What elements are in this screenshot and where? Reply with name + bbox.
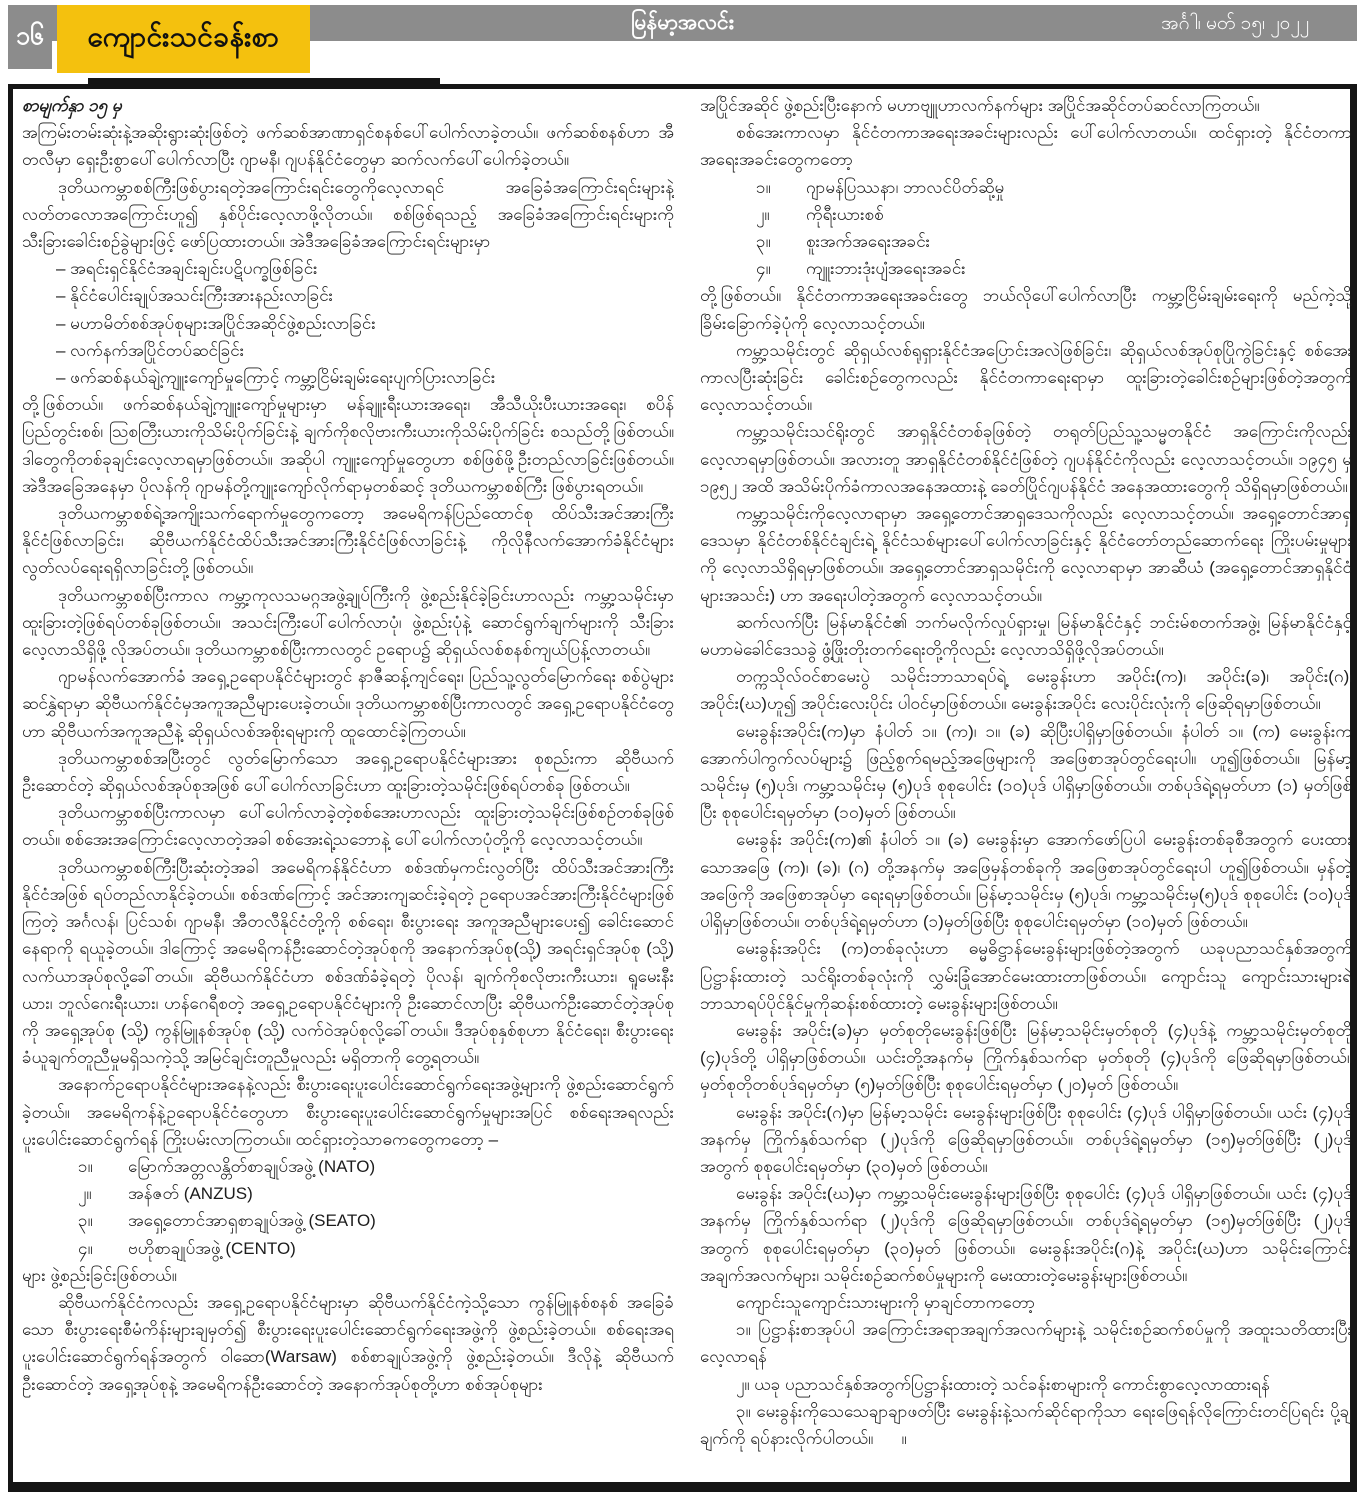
paragraph: မေးခွန်း အပိုင်း(ဂ)မှာ မြန်မာ့သမိုင်း မေးခွန်းများဖြစ်ပြီး စုစုပေါင်း (၄)ပုဒ် ပါရှိမှာဖြစ်တယ်။ ယင်း (၄)ပုဒ်အနက်မှ ကြိုက်နှစ်သက်ရာ (၂)ပုဒ်ကို ဖြေဆိုရမှာဖြစ်တယ်။ တစ်ပုဒ်ရဲ့ရမှတ်မှာ (၁၅)မှတ်ဖြစ်ပြီး (၂)ပုဒ်အတွက် စုစုပေါင်းရမှတ်မှာ (၃၀)မှတ် ဖြစ်တယ်။	[700, 1102, 1352, 1176]
numbered-list-item	[700, 228, 1352, 255]
numbered-list-item	[22, 1207, 674, 1234]
paragraph: ဆိုဗီယက်နိုင်ငံကလည်း အရှေ့ဥရောပနိုင်ငံများမှာ ဆိုဗီယက်နိုင်ငံကဲ့သို့သော ကွန်မြူနစ်စနစ် အခြေခံသော စီးပွားရေးစီမံကိန်းများချမှတ်၍ စီးပွားရေးပူးပေါင်းဆောင်ရွက်ရေးအဖွဲ့ကို ဖွဲ့စည်းခဲ့တယ်။ စစ်ရေးအရ ပူးပေါင်းဆောင်ရွက်ရန်အတွက် ဝါဆော(Warsaw) စစ်စာချုပ်အဖွဲ့ကို ဖွဲ့စည်းခဲ့တယ်။ ဒီလိုနဲ့ ဆိုဗီယက်ဦးဆောင်တဲ့ အရှေ့အုပ်စုနဲ့ အမေရိကန်ဦးဆောင်တဲ့ အနောက်အုပ်စုတို့ဟာ စစ်အုပ်စုများ	[22, 1292, 674, 1394]
paragraph: တို့ဖြစ်တယ်။ ဖက်ဆစ်နယ်ချဲ့ကျူးကျော်မှုများမှာ မန်ချူးရီးယားအရေး၊ အီသီယိုးပီးယားအရေး၊ စပိန်ပြည်တွင်းစစ်၊ ဩစတြီးယားကိုသိမ်းပိုက်ခြင်းနဲ့ ချက်ကိုစလိုဗားကီးယားကိုသိမ်းပိုက်ခြင်း စသည်တို့ဖြစ်တယ်။ ဒါတွေကိုတစ်ခုချင်းလေ့လာရမှာဖြစ်တယ်။ အဆိုပါ ကျူးကျော်မှုတွေဟာ စစ်ဖြစ်ဖို့ဦးတည်လာခြင်းဖြစ်တယ်။ အဲဒီအခြေအနေမှာ ပိုလန်ကို ဂျာမန်တို့ကျူးကျော်လိုက်ရာမှတစ်ဆင့် ဒုတိယကမ္ဘာစစ်ကြီး ဖြစ်ပွားရတယ်။	[22, 395, 674, 496]
paragraph: ၁။ ပြဋ္ဌာန်းစာအုပ်ပါ အကြောင်းအရာအချက်အလက်များနဲ့ သမိုင်းစဉ်ဆက်စပ်မှုကို အထူးသတိထားပြီးလေ့လာရန်	[700, 1320, 1352, 1367]
numbered-list-item	[22, 1153, 674, 1180]
right-column	[700, 92, 1352, 1484]
paragraph: ဒုတိယကမ္ဘာစစ်ပြီးကာလ ကမ္ဘာ့ကုလသမဂ္ဂအဖွဲ့ချုပ်ကြီးကို ဖွဲ့စည်းနိုင်ခဲ့ခြင်းဟာလည်း ကမ္ဘာ့သမိုင်းမှာ ထူးခြားတဲ့ဖြစ်ရပ်တစ်ခုဖြစ်တယ်။ အသင်းကြီးပေါ်ပေါက်လာပုံ၊ ဖွဲ့စည်းပုံနဲ့ ဆောင်ရွက်ချက်များကို သီးခြားလေ့လာသိရှိဖို့ လိုအပ်တယ်။ ဒုတိယကမ္ဘာစစ်ပြီးကာလတွင် ဥရောပ၌ ဆိုရှယ်လစ်စနစ်ကျယ်ပြန့်လာတယ်။	[22, 585, 674, 660]
dash-list-item: – လက်နက်အပြိုင်တပ်ဆင်ခြင်း	[56, 340, 245, 360]
numbered-list-item	[700, 201, 1352, 228]
numbered-list-item	[22, 1235, 674, 1262]
paragraph: မေးခွန်းအပိုင်း(က)မှာ နံပါတ် ၁။ (က)၊ ၁။ (ခ) ဆိုပြီးပါရှိမှာဖြစ်တယ်။ နံပါတ် ၁။ (က) မေးခွန်းက အောက်ပါကွက်လပ်များ၌ ဖြည့်စွက်ရမည့်အဖြေများကို အဖြေစာအုပ်တွင်ရေးပါ။ ဟူ၍ဖြစ်တယ်။ မြန်မာ့သမိုင်းမှ (၅)ပုဒ်၊ ကမ္ဘာ့သမိုင်းမှ (၅)ပုဒ် စုစုပေါင်း (၁၀)ပုဒ် ပါရှိမှာဖြစ်တယ်။ တစ်ပုဒ်ရဲ့ရမှတ်ဟာ (၁) မှတ်ဖြစ်ပြီး စုစုပေါင်းရမှတ်မှာ (၁၀)မှတ် ဖြစ်တယ်။	[700, 721, 1352, 823]
list-item-text: အရှေ့တောင်အာရှစာချုပ်အဖွဲ့ (SEATO)	[128, 1211, 376, 1231]
paragraph: ၂။ ယခု ပညာသင်နှစ်အတွက်ပြဋ္ဌာန်းထားတဲ့ သင်ခန်းစာများကို ကောင်းစွာလေ့လာထားရန်	[736, 1374, 1270, 1394]
numbered-list-item	[22, 1180, 674, 1207]
paragraph: မေးခွန်း အပိုင်း(ဃ)မှာ ကမ္ဘာ့သမိုင်းမေးခွန်းများဖြစ်ပြီး စုစုပေါင်း (၄)ပုဒ် ပါရှိမှာဖြစ်တယ်။ ယင်း (၄)ပုဒ်အနက်မှ ကြိုက်နှစ်သက်ရာ (၂)ပုဒ်ကို ဖြေဆိုရမှာဖြစ်တယ်။ တစ်ပုဒ်ရဲ့ရမှတ်မှာ (၁၅)မှတ်ဖြစ်ပြီး (၂)ပုဒ်အတွက် စုစုပေါင်းရမှတ်မှာ (၃၀)မှတ် ဖြစ်တယ်။ မေးခွန်းအပိုင်း(ဂ)နဲ့ အပိုင်း(ဃ)ဟာ သမိုင်းကြောင်းအချက်အလက်များ၊ သမိုင်းစဉ်ဆက်စပ်မှုများကို မေးထားတဲ့မေးခွန်းများဖြစ်တယ်။	[700, 1184, 1352, 1285]
list-item-number: ၁။	[756, 177, 771, 197]
paragraph: ကမ္ဘာ့သမိုင်းတွင် ဆိုရှယ်လစ်ရုရှားနိုင်ငံအပြောင်းအလဲဖြစ်ခြင်း၊ ဆိုရှယ်လစ်အုပ်စုပြိုကွဲခြင်းနှင့် စစ်အေးကာလပြီးဆုံးခြင်း ခေါင်းစဉ်တွေကလည်း နိုင်ငံတကာရေးရာမှာ ထူးခြားတဲ့ခေါင်းစဉ်များဖြစ်တဲ့အတွက် လေ့လာသင့်တယ်။	[700, 340, 1352, 415]
page-number-badge: ၁၆	[8, 7, 52, 69]
dash-list-item: – ဖက်ဆစ်နယ်ချဲ့ကျူးကျော်မှုကြောင့် ကမ္ဘာ့ငြိမ်းချမ်းရေးပျက်ပြားလာခြင်း	[56, 368, 496, 388]
paragraph: အပြိုင်အဆိုင် ဖွဲ့စည်းပြီးနောက် မဟာဗျူဟာလက်နက်များ အပြိုင်အဆိုင်တပ်ဆင်လာကြတယ်။	[700, 96, 1260, 115]
paragraph: မေးခွန်း အပိုင်း(က)၏ နံပါတ် ၁။ (ခ) မေးခွန်းမှာ အောက်ဖော်ပြပါ မေးခွန်းတစ်ခုစီအတွက် ပေးထားသောအဖြေ (က)၊ (ခ)၊ (ဂ) တို့အနက်မှ အဖြေမှန်တစ်ခုကို အဖြေစာအုပ်တွင်ရေးပါ ဟူ၍ဖြစ်တယ်။ မှန်တဲ့အဖြေကို အဖြေစာအုပ်မှာ ရေးရမှာဖြစ်တယ်။ မြန်မာ့သမိုင်းမှ (၅)ပုဒ်၊ ကမ္ဘာ့သမိုင်းမှ(၅)ပုဒ် စုစုပေါင်း (၁၀)ပုဒ် ပါရှိမှာဖြစ်တယ်။ တစ်ပုဒ်ရဲ့ရမှတ်ဟာ (၁)မှတ်ဖြစ်ပြီး စုစုပေါင်းရမှတ်မှာ (၁၀)မှတ် ဖြစ်တယ်။	[700, 830, 1352, 932]
paragraph: ဒုတိယကမ္ဘာစစ်ပြီးကာလမှာ ပေါ်ပေါက်လာခဲ့တဲ့စစ်အေးဟာလည်း ထူးခြားတဲ့သမိုင်းဖြစ်စဉ်တစ်ခုဖြစ်တယ်။ စစ်အေးအကြောင်းလေ့လာတဲ့အခါ စစ်အေးရဲ့သဘောနဲ့ ပေါ်ပေါက်လာပုံတို့ကို လေ့လာသင့်တယ်။	[22, 803, 674, 850]
paragraph: ကျောင်းသူကျောင်းသားများကို မှာချင်တာကတော့	[736, 1292, 1036, 1312]
paragraph: ကမ္ဘာ့သမိုင်းသင်ရိုးတွင် အာရှနိုင်ငံတစ်ခုဖြစ်တဲ့ တရုတ်ပြည်သူ့သမ္မတနိုင်ငံ အကြောင်းကိုလည်း လေ့လာရမှာဖြစ်တယ်။ အလားတူ အာရှနိုင်ငံတစ်နိုင်ငံဖြစ်တဲ့ ဂျပန်နိုင်ငံကိုလည်း လေ့လာသင့်တယ်။ ၁၉၄၅ မှ ၁၉၅၂ အထိ အသိမ်းပိုက်ခံကာလအနေအထားနဲ့ ခေတ်ပြိုင်ဂျပန်နိုင်ငံ အနေအထားတွေကို သိရှိရမှာဖြစ်တယ်။	[700, 422, 1352, 496]
paragraph: ကမ္ဘာ့သမိုင်းကိုလေ့လာရာမှာ အရှေ့တောင်အာရှဒေသကိုလည်း လေ့လာသင့်တယ်။ အရှေ့တောင်အာရှဒေသမှာ နိုင်ငံတစ်နိုင်ငံချင်းရဲ့ နိုင်ငံသစ်များပေါ်ပေါက်လာခြင်းနှင့် နိုင်ငံတော်တည်ဆောက်ရေး ကြိုးပမ်းမှုများကို လေ့လာသိရှိရမှာဖြစ်တယ်။ အရှေ့တောင်အာရှသမိုင်းကို လေ့လာရာမှာ အာဆီယံ (အရှေ့တောင်အာရှနိုင်ငံများအသင်း) ဟာ အရေးပါတဲ့အတွက် လေ့လာသင့်တယ်။	[700, 504, 1352, 605]
frame-top-accent-rule	[88, 78, 440, 89]
paragraph: ဒုတိယကမ္ဘာစစ်အပြီးတွင် လွတ်မြောက်သော အရှေ့ဥရောပနိုင်ငံများအား စုစည်းကာ ဆိုဗီယက်ဦးဆောင်တဲ့ ဆိုရှယ်လစ်အုပ်စုအဖြစ် ပေါ်ပေါက်လာခြင်းဟာ ထူးခြားတဲ့သမိုင်းဖြစ်ရပ်တစ်ခု ဖြစ်တယ်။	[22, 748, 674, 796]
numbered-list-item	[700, 255, 1352, 282]
paragraph: ဒုတိယကမ္ဘာစစ်ရဲ့အကျိုးသက်ရောက်မှုတွေကတော့ အမေရိကန်ပြည်ထောင်စု ထိပ်သီးအင်အားကြီးနိုင်ငံဖြစ်လာခြင်း၊ ဆိုဗီယက်နိုင်ငံထိပ်သီးအင်အားကြီးနိုင်ငံဖြစ်လာခြင်းနဲ့ ကိုလိုနီလက်အောက်ခံနိုင်ငံများ လွတ်လပ်ရေးရရှိလာခြင်းတို့ဖြစ်တယ်။	[22, 504, 674, 578]
list-item-number: ၂။	[78, 1184, 92, 1204]
list-item-number: ၃။	[756, 232, 771, 252]
paragraph: ဆက်လက်ပြီး မြန်မာနိုင်ငံ၏ ဘက်မလိုက်လှုပ်ရှားမှု၊ မြန်မာနိုင်ငံနှင့် ဘင်းမ်စတက်အဖွဲ့၊ မြန်မာနိုင်ငံနှင့် မဟာမဲခေါင်ဒေသခွဲ ဖွံ့ဖြိုးတိုးတက်ရေးတို့ကိုလည်း လေ့လာသိရှိဖို့လိုအပ်တယ်။	[700, 612, 1352, 660]
list-item-text: ဗဟိုစာချုပ်အဖွဲ့ (CENTO)	[128, 1238, 296, 1258]
list-item-text: ကျူးဘားဒုံးပျံအရေးအခင်း	[806, 259, 966, 279]
paragraph: အကြမ်းတမ်းဆုံးနဲ့အဆိုးရွားဆုံးဖြစ်တဲ့ ဖက်ဆစ်အာဏာရှင်စနစ်ပေါ်ပေါက်လာခဲ့တယ်။ ဖက်ဆစ်စနစ်ဟာ အီတလီမှာ ရှေးဦးစွာပေါ်ပေါက်လာပြီး ဂျာမနီ၊ ဂျပန်နိုင်ငံတွေမှာ ဆက်လက်ပေါ်ပေါက်ခဲ့တယ်။	[22, 123, 674, 170]
paragraph: မေးခွန်း အပိုင်း(ခ)မှာ မှတ်စုတိုမေးခွန်းဖြစ်ပြီး မြန်မာ့သမိုင်းမှတ်စုတို (၄)ပုဒ်နဲ့ ကမ္ဘာ့သမိုင်းမှတ်စုတို (၄)ပုဒ်တို့ ပါရှိမှာဖြစ်တယ်။ ယင်းတို့အနက်မှ ကြိုက်နှစ်သက်ရာ မှတ်စုတို (၄)ပုဒ်ကို ဖြေဆိုရမှာဖြစ်တယ်။ မှတ်စုတိုတစ်ပုဒ်ရမှတ်မှာ (၅)မှတ်ဖြစ်ပြီး စုစုပေါင်းရမှတ်မှာ (၂၀)မှတ် ဖြစ်တယ်။	[700, 1020, 1352, 1095]
list-item-number: ၁။	[78, 1156, 93, 1176]
list-item-text: ကိုရီးယားစစ်	[806, 204, 884, 224]
paragraph: တို့ဖြစ်တယ်။ နိုင်ငံတကာအရေးအခင်းတွေ ဘယ်လိုပေါ်ပေါက်လာပြီး ကမ္ဘာ့ငြိမ်းချမ်းရေးကို မည်ကဲ့သို့ ခြိမ်းခြောက်ခဲ့ပုံကို လေ့လာသင့်တယ်။	[700, 286, 1352, 333]
left-column	[22, 92, 674, 1484]
list-item-text: စူးအက်အရေးအခင်း	[806, 232, 930, 252]
paragraph: ၃။ မေးခွန်းကိုသေသေချာချာဖတ်ပြီး မေးခွန်းနဲ့သက်ဆိုင်ရာကိုသာ ရေးဖြေရန်လိုကြောင်းတင်ပြရင်း ပို့ချချက်ကို ရပ်နားလိုက်ပါတယ်။ ။	[700, 1401, 1352, 1448]
list-item-number: ၃။	[78, 1211, 93, 1231]
dash-list-item: – မဟာမိတ်စစ်အုပ်စုများအပြိုင်အဆိုင်ဖွဲ့စည်းလာခြင်း	[56, 313, 376, 333]
list-item-number: ၄။	[756, 259, 771, 279]
list-item-text: ဂျာမန်ပြဿနာ၊ ဘာလင်ပိတ်ဆို့မှု	[806, 177, 1005, 197]
masthead-title: မြန်မာ့အလင်း	[631, 11, 734, 34]
paragraph: ဂျာမန်လက်အောက်ခံ အရှေ့ဥရောပနိုင်ငံများတွင် နာဇီဆန့်ကျင်ရေး၊ ပြည်သူ့လွတ်မြောက်ရေး စစ်ပွဲများဆင်နွှဲရာမှာ ဆိုဗီယက်နိုင်ငံမှအကူအညီများပေးခဲ့တယ်။ ဒုတိယကမ္ဘာစစ်ပြီးကာလတွင် အရှေ့ဥရောပနိုင်ငံတွေဟာ ဆိုဗီယက်အကူအညီနဲ့ ဆိုရှယ်လစ်အစိုးရများကို ထူထောင်ခဲ့ကြတယ်။	[22, 667, 674, 741]
dash-list-item: – နိုင်ငံပေါင်းချုပ်အသင်းကြီးအားနည်းလာခြင်း	[56, 286, 333, 306]
paragraph: ဒုတိယကမ္ဘာစစ်ကြီးဖြစ်ပွားရတဲ့အကြောင်းရင်းတွေကိုလေ့လာရင် အခြေခံအကြောင်းရင်းများနဲ့ လတ်တလောအကြောင်းဟူ၍ နှစ်ပိုင်းလေ့လာဖို့လိုတယ်။ စစ်ဖြစ်ရသည့် အခြေခံအကြောင်းရင်းများကို သီးခြားခေါင်းစဉ်ခွဲများဖြင့် ဖော်ပြထားတယ်။ အဲဒီအခြေခံအကြောင်းရင်းများမှာ	[22, 177, 674, 252]
paragraph: များ ဖွဲ့စည်းခြင်းဖြစ်တယ်။	[22, 1265, 177, 1285]
numbered-list-item	[700, 174, 1352, 201]
section-title-banner: ကျောင်းသင်ခန်းစာ	[57, 5, 310, 73]
paragraph: မေးခွန်းအပိုင်း (က)တစ်ခုလုံးဟာ ဓမ္မဓိဋ္ဌာန်မေးခွန်းများဖြစ်တဲ့အတွက် ယခုပညာသင်နှစ်အတွက် ပြဋ္ဌာန်းထားတဲ့ သင်ရိုးတစ်ခုလုံးကို လွှမ်းခြုံအောင်မေးထားတာဖြစ်တယ်။ ကျောင်းသူ ကျောင်းသားများရဲ့ ဘာသာရပ်ပိုင်နိုင်မှုကိုဆန်းစစ်ထားတဲ့ မေးခွန်းများဖြစ်တယ်။	[700, 939, 1352, 1013]
list-item-text: မြောက်အတ္တလန္တိတ်စာချုပ်အဖွဲ့ (NATO)	[128, 1156, 376, 1176]
paragraph: ဒုတိယကမ္ဘာစစ်ကြီးပြီးဆုံးတဲ့အခါ အမေရိကန်နိုင်ငံဟာ စစ်ဒဏ်မှကင်းလွတ်ပြီး ထိပ်သီးအင်အားကြီးနိုင်ငံအဖြစ် ရပ်တည်လာနိုင်ခဲ့တယ်။ စစ်ဒဏ်ကြောင့် အင်အားကျဆင်းခဲ့ရတဲ့ ဥရောပအင်အားကြီးနိုင်ငံများဖြစ်ကြတဲ့ အင်္ဂလန်၊ ပြင်သစ်၊ ဂျာမနီ၊ အီတလီနိုင်ငံတို့ကို စစ်ရေး၊ စီးပွားရေး အကူအညီများပေး၍ ခေါင်းဆောင်နေရာကို ရယူခဲ့တယ်။ ဒါကြောင့် အမေရိကန်ဦးဆောင်တဲ့အုပ်စုကို အနောက်အုပ်စု(သို့) အရင်းရှင်အုပ်စု (သို့) လက်ယာအုပ်စုလို့ခေါ်တယ်။ ဆိုဗီယက်နိုင်ငံဟာ စစ်ဒဏ်ခံခဲ့ရတဲ့ ပိုလန်၊ ချက်ကိုစလိုဗားကီးယား၊ ရူမေးနီးယား၊ ဘူလ်ဂေးရီးယား၊ ဟန်ဂေရီစတဲ့ အရှေ့ဥရောပနိုင်ငံများကို ဦးဆောင်လာပြီး ဆိုဗီယက်ဦးဆောင်တဲ့အုပ်စုကို အရှေ့အုပ်စု (သို့) ကွန်မြူနစ်အုပ်စု (သို့) လက်ဝဲအုပ်စုလို့ခေါ်တယ်။ ဒီအုပ်စုနှစ်စုဟာ နိုင်ငံရေး၊ စီးပွားရေး ခံယူချက်တူညီမှုမရှိသကဲ့သို့ အမြင်ချင်းတူညီမှုလည်း မရှိတာကို တွေ့ရတယ်။	[22, 857, 674, 1068]
issue-date: အင်္ဂါ၊ မတ် ၁၅၊ ၂၀၂၂	[1161, 13, 1309, 34]
paragraph: အနောက်ဥရောပနိုင်ငံများအနေနဲ့လည်း စီးပွားရေးပူးပေါင်းဆောင်ရွက်ရေးအဖွဲ့များကို ဖွဲ့စည်းဆောင်ရွက်ခဲ့တယ်။ အမေရိကန်နဲ့ဥရောပနိုင်ငံတွေဟာ စီးပွားရေးပူးပေါင်းဆောင်ရွက်မှုများအပြင် စစ်ရေးအရလည်း ပူးပေါင်းဆောင်ရွက်ရန် ကြိုးပမ်းလာကြတယ်။ ထင်ရှားတဲ့သာဓကတွေကတော့ –	[22, 1075, 674, 1149]
list-item-number: ၂။	[756, 204, 770, 224]
article-body	[22, 92, 1352, 1484]
list-item-number: ၄။	[78, 1238, 93, 1258]
paragraph: တက္ကသိုလ်ဝင်စာမေးပွဲ သမိုင်းဘာသာရပ်ရဲ့ မေးခွန်းဟာ အပိုင်း(က)၊ အပိုင်း(ခ)၊ အပိုင်း(ဂ)၊ အပိုင်း(ဃ)ဟူ၍ အပိုင်းလေးပိုင်း ပါဝင်မှာဖြစ်တယ်။ မေးခွန်းအပိုင်း လေးပိုင်းလုံးကို ဖြေဆိုရမှာဖြစ်တယ်။	[700, 667, 1352, 714]
paragraph: စစ်အေးကာလမှာ နိုင်ငံတကာအရေးအခင်းများလည်း ပေါ်ပေါက်လာတယ်။ ထင်ရှားတဲ့ နိုင်ငံတကာအရေးအခင်းတွေကတော့	[700, 123, 1352, 170]
continued-from-note: စာမျက်နှာ ၁၅ မှ	[22, 96, 122, 115]
dash-list-item: – အရင်းရှင်နိုင်ငံအချင်းချင်းပဋိပက္ခဖြစ်ခြင်း	[56, 259, 318, 279]
list-item-text: အန်ဇတ် (ANZUS)	[128, 1184, 253, 1204]
